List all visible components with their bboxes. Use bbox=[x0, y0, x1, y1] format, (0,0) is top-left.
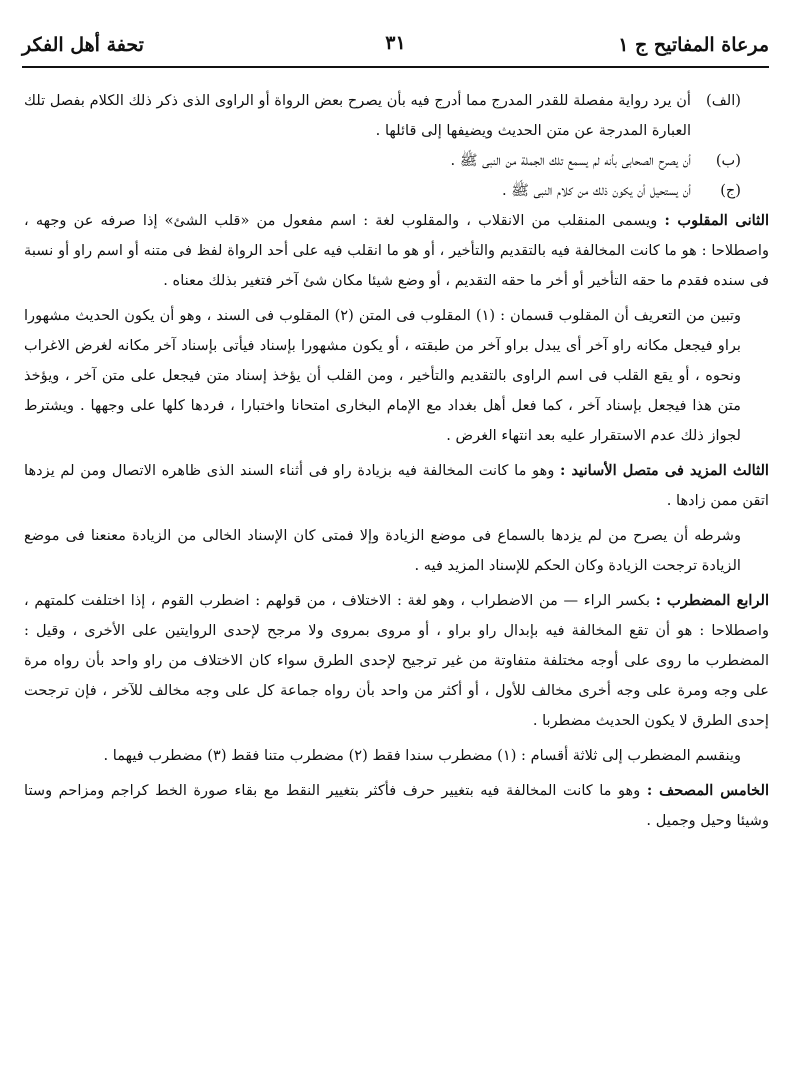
paragraph-text: وهو ما كانت المخالفة فيه بتغيير حرف فأكثر بتغيير النقط مع بقاء صورة الخط كراجم ومزاحم وستا وشيئا وحيل وجميل . bbox=[24, 782, 769, 829]
list-item bbox=[24, 176, 769, 206]
header-rule bbox=[22, 66, 769, 68]
section-term: الخامس المصحف : bbox=[646, 782, 769, 799]
paragraph-text: وتبين من التعريف أن المقلوب قسمان : (١) المقلوب فى المتن (٢) المقلوب فى السند ، وهو أن يكون الحديث مشهورا براو فيجعل مكانه راو آخر أى يبدل براو آخر من طبقته ، أو يكون مشهورا بإسناد فيأتى بإسناد آخر مكانه لغرض الاغراب ونحوه ، أو يقع القلب فى اسم الراوى بالتقديم والتأخير ، ومن القلب أن يؤخذ إسناد متن فيجعل على متن آخر ، ويؤخذ متن هذا فيجعل بإسناد آخر ، كما فعل أهل بغداد مع الإمام البخارى امتحانا واختبارا ، فردها كلها على وجهها . ويشترط لجواز ذلك عدم الاستقرار عليه بعد انتهاء الغرض . bbox=[24, 307, 742, 444]
list-item bbox=[24, 86, 769, 146]
paragraph bbox=[24, 521, 769, 581]
page-number: ٣١ bbox=[385, 32, 406, 54]
section-term: الرابع المضطرب : bbox=[655, 592, 770, 609]
list-marker: (ب) bbox=[715, 152, 741, 169]
body-text bbox=[24, 86, 769, 841]
paragraph bbox=[24, 301, 769, 451]
paragraph bbox=[24, 586, 769, 736]
section-term: الثالث المزيد فى متصل الأسانيد : bbox=[560, 462, 769, 479]
section-term: الثانى المقلوب : bbox=[664, 212, 769, 229]
list-text: أن يستحيل أن يكون ذلك من كلام النبى ﷺ . bbox=[501, 182, 691, 199]
paragraph-text: ويسمى المنقلب من الانقلاب ، والمقلوب لغة : اسم مفعول من «قلب الشئ» إذا صرفه عن وجهه ، واصطلاحا : هو ما كانت المخالفة فيه بالتقديم والتأخير ، أو هو ما انقلب فيه على أحد الرواة لفظ فى متنه أو اسم راو أو نسبة فى سنده فقدم ما حقه التأخير أو أخر ما حقه التقديم ، أو وضع شيئا مكان شئ آخر فتغير بذلك معناه . bbox=[24, 212, 769, 289]
paragraph bbox=[24, 206, 769, 296]
paragraph bbox=[24, 741, 769, 771]
list-item bbox=[24, 146, 769, 176]
paragraph-text: وهو ما كانت المخالفة فيه بزيادة راو فى أثناء السند الذى ظاهره الاتصال ومن لم يزدها اتقن ممن زادها . bbox=[24, 462, 769, 509]
list-text: أن يرد رواية مفصلة للقدر المدرج مما أدرج فيه بأن يصرح بعض الرواة أو الراوى الذى ذكر ذلك الكلام بفصل تلك العبارة المدرجة عن متن الحديث ويضيفها إلى قائلها . bbox=[24, 92, 691, 139]
chapter-title: تحفة أهل الفكر bbox=[22, 34, 144, 56]
book-title: مرعاة المفاتيح ج ١ bbox=[618, 34, 769, 56]
paragraph-text: وشرطه أن يصرح من لم يزدها بالسماع فى موضع الزيادة وإلا فمتى كان الإسناد الخالى من الزيادة معنعنا فى موضع الزيادة ترجحت الزيادة وكان الحكم للإسناد المزيد فيه . bbox=[24, 527, 741, 574]
running-header bbox=[22, 26, 769, 64]
paragraph-text: بكسر الراء — من الاضطراب ، وهو لغة : الاختلاف ، من قولهم : اضطرب القوم ، إذا اختلفت كلمتهم ، واصطلاحا : هو أن تقع المخالفة فيه بإبدال راو براو ، أو مروى بمروى ولا مرجح لإحدى الروايتين على الأخرى ، وقيل : المضطرب ما روى على أوجه مختلفة متفاوتة من غير ترجيح لإحدى الطرق سواء كان الاختلاف من راو واحد بأن رواه مرة على وجه ومرة على وجه أخرى مخالف للأول ، أو أكثر من واحد بأن رواه جماعة كل على وجه مخالف للآخر ، فإن ترجحت إحدى الطرق لا يكون الحديث مضطربا . bbox=[24, 592, 769, 729]
paragraph bbox=[24, 776, 769, 836]
list-marker: (الف) bbox=[706, 92, 741, 109]
list-marker: (ج) bbox=[720, 182, 741, 199]
list-text: أن يصرح الصحابى بأنه لم يسمع تلك الجملة من النبى ﷺ . bbox=[450, 152, 691, 169]
paragraph-text: وينقسم المضطرب إلى ثلاثة أقسام : (١) مضطرب سندا فقط (٢) مضطرب متنا فقط (٣) مضطرب فيهما . bbox=[103, 747, 741, 764]
paragraph bbox=[24, 456, 769, 516]
